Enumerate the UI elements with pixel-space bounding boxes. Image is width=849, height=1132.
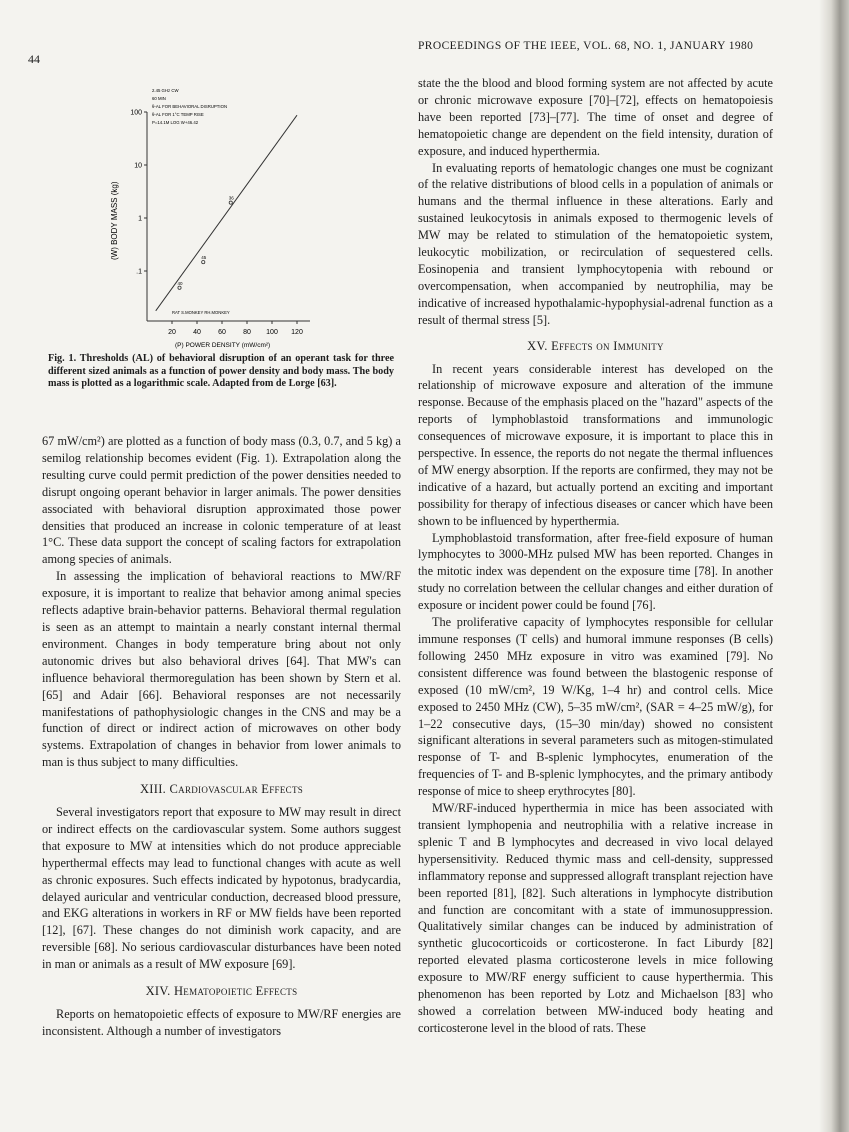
data-point-label: 36 xyxy=(228,195,234,201)
data-point xyxy=(202,261,205,264)
running-head: PROCEEDINGS OF THE IEEE, VOL. 68, NO. 1, JANUARY 1980 xyxy=(418,40,754,52)
animal-labels: RAT S.MONKEY RH.MONKEY xyxy=(172,310,230,315)
y-tick-label: .1 xyxy=(136,268,142,276)
x-axis-label: (P) POWER DENSITY (mW/cm²) xyxy=(175,342,271,349)
right-paragraph-3: In recent years considerable interest has developed on the relationship of microwave exposure and alteration of the immune response. Because of the emphasis placed on the "hazard" aspects of the reports of lymphoblastoid transformations and immunologic consequences of microwave exposure, it is important to place this in perspective. In essence, the reports do not negate the thermal influences of MW energy absorption. If the reports are confirmed, they may not be indicative of a hazard, but actually portend an exciting and important possibility for therapy of infectious diseases or cancer which have been shown to be influenced by hyperthermia. xyxy=(418,361,773,528)
legend-line: 2.45 GHz CW xyxy=(152,88,179,93)
right-column xyxy=(418,75,773,1037)
figure-legend xyxy=(152,88,227,125)
figure-caption xyxy=(48,353,394,391)
caption-label: Fig. 1. xyxy=(48,353,77,364)
section-heading-13: XIII. Cardiovascular Effects xyxy=(139,782,304,797)
legend-line: θ-AL FOR BEHAVIORAL DISRUPTION xyxy=(152,104,228,109)
y-tick-label: 100 xyxy=(130,109,142,117)
x-tick-label: 40 xyxy=(193,329,201,336)
caption-text: Thresholds (AL) of behavioral disruption of an operant task for three different sized animals as a function of power density and body mass. The body mass is plotted as a logarithmic scale. Adapted from de Lorge [63]. xyxy=(48,353,394,389)
y-tick-label: 10 xyxy=(134,162,142,170)
left-paragraph-1: 67 mW/cm²) are plotted as a function of body mass (0.3, 0.7, and 5 kg) a semilog relationship becomes evident (Fig. 1). Extrapolation along the resulting curve could permit prediction of the power densities needed to disrupt ongoing operant behavior in larger animals. The power densities associated with behavioral disruption approximated those power densities that produced an increase in colonic temperature of at least 1°C. These data support the concept of scaling factors for extrapolation among species of animals. xyxy=(42,434,401,567)
legend-line: P=14.1M LOG W+46.42 xyxy=(152,120,199,125)
left-paragraph-2: In assessing the implication of behavioral reactions to MW/RF exposure, it is important to realize that behavior among animal species reflects adaptive brain-behavior patterns. Behavioral thermal regulation is seen as an attempt to maintain a nearly constant internal thermal environment. Changes in body temperature bring about not only autonomic drives but also behavioral drives [64]. That MW's can influence behavioral thermoregulation has been shown by Stern et al. [65] and Adair [66]. Behavioral responses are not necessarily manifestations of pathophysiologic changes in the CNS and may be a function of direct or indirect action of microwaves on other body systems. Extrapolation of changes in behavior from lower animals to man is thus subject to many difficulties. xyxy=(42,569,401,770)
data-point-label: 40 xyxy=(177,280,183,286)
x-tick-label: 100 xyxy=(266,329,278,336)
legend-line: 60 MIN xyxy=(152,96,166,101)
page-number: 44 xyxy=(28,52,40,66)
y-axis-label: (W) BODY MASS (kg) xyxy=(110,181,119,260)
figure-1-chart xyxy=(100,85,330,360)
section-heading-15: XV. Effects on Immunity xyxy=(527,338,664,353)
right-paragraph-5: The proliferative capacity of lymphocytes responsible for cellular immune responses (T cells) and humoral immune responses (B cells) following 2450 MHz exposure in vitro was examined [79]. No consistent difference was found between the blastogenic response of exposed (10 mW/cm², 19 W/Kg, 1–4 hr) and control cells. Mice exposed to 2450 MHz (CW), 5–35 mW/cm², (SAR = 4–25 mW/g), for 1–22 consecutive days, (15–30 min/day) showed no consistent significant alterations in several parameters such as mitogen-stimulated response of T- and B-splenic lymphocytes, enumeration of the frequencies of T- and B-splenic lymphocytes, and the primary antibody response of mice to sheep erythrocytes [80]. xyxy=(418,615,773,799)
data-point-label: 45 xyxy=(201,255,207,261)
x-tick-label: 20 xyxy=(168,329,176,336)
right-paragraph-2: In evaluating reports of hematologic changes one must be cognizant of the relative distributions of blood cells in a population of animals or humans and the thermal influence in these alterations. Early and sustained leukocytosis in animals exposed to thermogenic levels of MW may be related to stimulation of the hematopoietic system, leukocytic mobilization, or recirculation of sequestered cells. Eosinopenia and transient lymphocytopenia with rebound or overcompensation, when accompanied by neutrophilia, may be indicative of increased hypothalamic-hypophysial-adrenal function as a result of thermal stress [5]. xyxy=(418,160,773,327)
section-heading-14: XIV. Hematopoietic Effects xyxy=(145,984,298,999)
legend-line: θ-AL FOR 1°C TEMP RISE xyxy=(152,112,204,117)
data-point xyxy=(178,286,181,289)
left-paragraph-4: Reports on hematopoietic effects of exposure to MW/RF energies are inconsistent. Although a number of investigators xyxy=(42,1007,401,1038)
right-paragraph-4: Lymphoblastoid transformation, after free-field exposure of human lymphocytes to 3000-MHz pulsed MW has been reported. Changes in the mitotic index was dependent on the exposure time [78]. In another study no correlation between the cellular changes and either duration of exposure or incident power could be found [76]. xyxy=(418,530,773,613)
left-paragraph-3: Several investigators report that exposure to MW may result in direct or indirect effects on the cardiovascular system. Some authors suggest that exposure to MW at intensities which do not produce appreciable hyperthermal effects may lead to functional changes with acute as well as chronic exposures. Such effects indicated by hypotonus, bradycardia, delayed auricular and ventricular conduction, decreased blood pressure, and EKG alterations in workers in RF or MW fields have been reported [12], [67]. These changes do not diminish work capacity, and are reversible [68]. No serious cardiovascular disturbances have been noted in man or animals as a result of MW exposure [69]. xyxy=(42,805,401,972)
x-tick-label: 80 xyxy=(243,329,251,336)
data-point xyxy=(229,201,232,204)
scan-edge-shadow xyxy=(819,0,849,1132)
x-tick-label: 120 xyxy=(291,329,303,336)
right-paragraph-1: state the the blood and blood forming system are not affected by acute or chronic microwave exposure [70]–[72], effects on hematopoiesis have been reported [73]–[77]. The time of onset and degree of hematopoietic change are dependent on the field intensity, duration of exposure, and induced hyperthermia. xyxy=(418,76,773,158)
x-tick-label: 60 xyxy=(218,329,226,336)
y-tick-label: 1 xyxy=(138,215,142,223)
left-column xyxy=(42,433,401,1040)
right-paragraph-6: MW/RF-induced hyperthermia in mice has been associated with transient lymphopenia and neutrophilia with a relative increase in splenic T and B lymphocytes and decreased in vivo local delayed hypersensitivity. Reduced thymic mass and cell-density, suppressed inflammatory reponse and suppressed allograft transplant rejection have been reported [81], [82]. Such alterations in lymphocyte distribution and function are concomitant with a state of immunosuppression. Qualitatively similar changes can be induced by administration of synthetic glucocorticoids or corticosterone. In fact Liburdy [82] reported elevated plasma corticosterone levels in mice following exposure to MW/RF energy sufficient to cause hyperthermia. This phenomenon has been reported by Lotz and Michaelson [83] who showed a correlation between MW-induced body heating and corticosterone level in the blood of rats. These xyxy=(418,801,773,1035)
